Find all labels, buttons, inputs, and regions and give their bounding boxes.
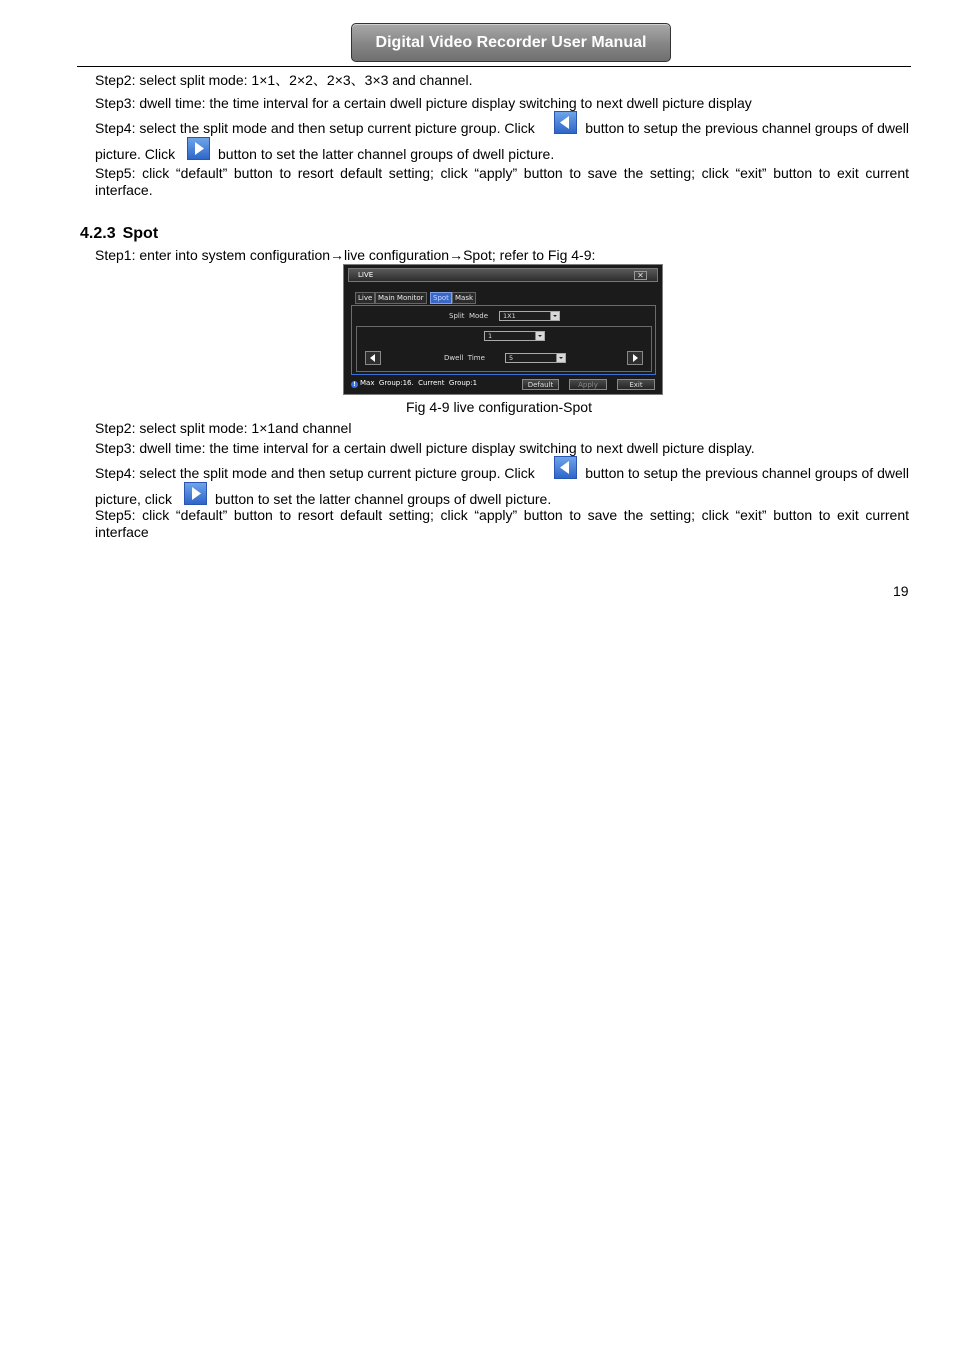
spot-step2: Step2: select split mode: 1×1and channel xyxy=(95,420,352,436)
close-icon: ✕ xyxy=(634,271,647,280)
spot-step1: Step1: enter into system configuration→live configuration→Spot; refer to Fig 4-9: xyxy=(95,247,596,263)
dwell-time-select xyxy=(505,353,566,363)
spot-step4-a: Step4: select the split mode and then setup current picture group. Click xyxy=(95,465,535,481)
next-group-icon xyxy=(184,482,207,505)
left-arrow-icon xyxy=(365,351,381,365)
default-button: Default xyxy=(522,379,559,390)
spot-step4-c: picture, click xyxy=(95,491,173,507)
split-mode-value: 1X1 xyxy=(503,312,516,320)
group-info-text: Max Group:16. Current Group:1 xyxy=(360,379,478,387)
next-group-icon xyxy=(187,137,210,160)
prev-group-icon xyxy=(554,111,577,134)
spot-step5: Step5: click “default” button to resort default setting; click “apply” button to save the setting; click “exit” button to exit current interface xyxy=(95,507,909,540)
dialog-title: LIVE xyxy=(358,271,374,279)
exit-button: Exit xyxy=(617,379,655,390)
channel-value: 1 xyxy=(488,332,493,340)
dialog-titlebar xyxy=(348,268,658,282)
group-info xyxy=(351,379,477,388)
spot-step3: Step3: dwell time: the time interval for a certain dwell picture display switching to next dwell picture display. xyxy=(95,440,755,456)
chevron-down-icon xyxy=(556,354,565,362)
figure-caption: Fig 4-9 live configuration-Spot xyxy=(406,399,592,415)
page-number: 19 xyxy=(893,583,909,599)
tab-spot: Spot xyxy=(430,292,452,304)
prev-step2: Step2: select split mode: 1×1、2×2、2×3、3×3 and channel. xyxy=(95,72,473,88)
prev-group-icon xyxy=(554,456,577,479)
prev-step3: Step3: dwell time: the time interval for a certain dwell picture display switching to next dwell picture display xyxy=(95,95,752,111)
prev-step4-b: button to setup the previous channel groups of dwell xyxy=(585,120,909,136)
split-mode-label: Split Mode xyxy=(449,312,489,320)
prev-step4-a: Step4: select the split mode and then setup current picture group. Click xyxy=(95,120,535,136)
channel-select xyxy=(484,331,545,341)
manual-title-banner: Digital Video Recorder User Manual xyxy=(351,23,671,62)
section-heading-spot xyxy=(80,225,158,243)
split-mode-select xyxy=(499,311,560,321)
tab-mask: Mask xyxy=(452,292,476,304)
section-title: Spot xyxy=(122,225,159,242)
dwell-time-value: 5 xyxy=(509,354,514,362)
right-arrow-icon xyxy=(627,351,643,365)
channel-group-box xyxy=(356,326,652,372)
section-number: 4.2.3 xyxy=(80,225,116,242)
dwell-time-label: Dwell Time xyxy=(444,354,485,362)
chevron-down-icon xyxy=(550,312,559,320)
apply-button: Apply xyxy=(569,379,607,390)
chevron-down-icon xyxy=(535,332,544,340)
tab-live: Live xyxy=(355,292,375,304)
info-icon: ! xyxy=(351,381,358,388)
spot-settings-panel xyxy=(351,305,656,375)
spot-step4-b: button to setup the previous channel groups of dwell xyxy=(585,465,909,481)
spot-step4-d: button to set the latter channel groups of dwell picture. xyxy=(215,491,552,507)
tab-main-monitor: Main Monitor xyxy=(375,292,427,304)
dvr-live-dialog-figure xyxy=(343,264,663,395)
header-divider xyxy=(77,66,911,67)
prev-step4-d: button to set the latter channel groups of dwell picture. xyxy=(218,146,555,162)
prev-step4-c: picture. Click xyxy=(95,146,176,162)
prev-step5: Step5: click “default” button to resort default setting; click “apply” button to save the setting; click “exit” button to exit current interface. xyxy=(95,165,909,198)
